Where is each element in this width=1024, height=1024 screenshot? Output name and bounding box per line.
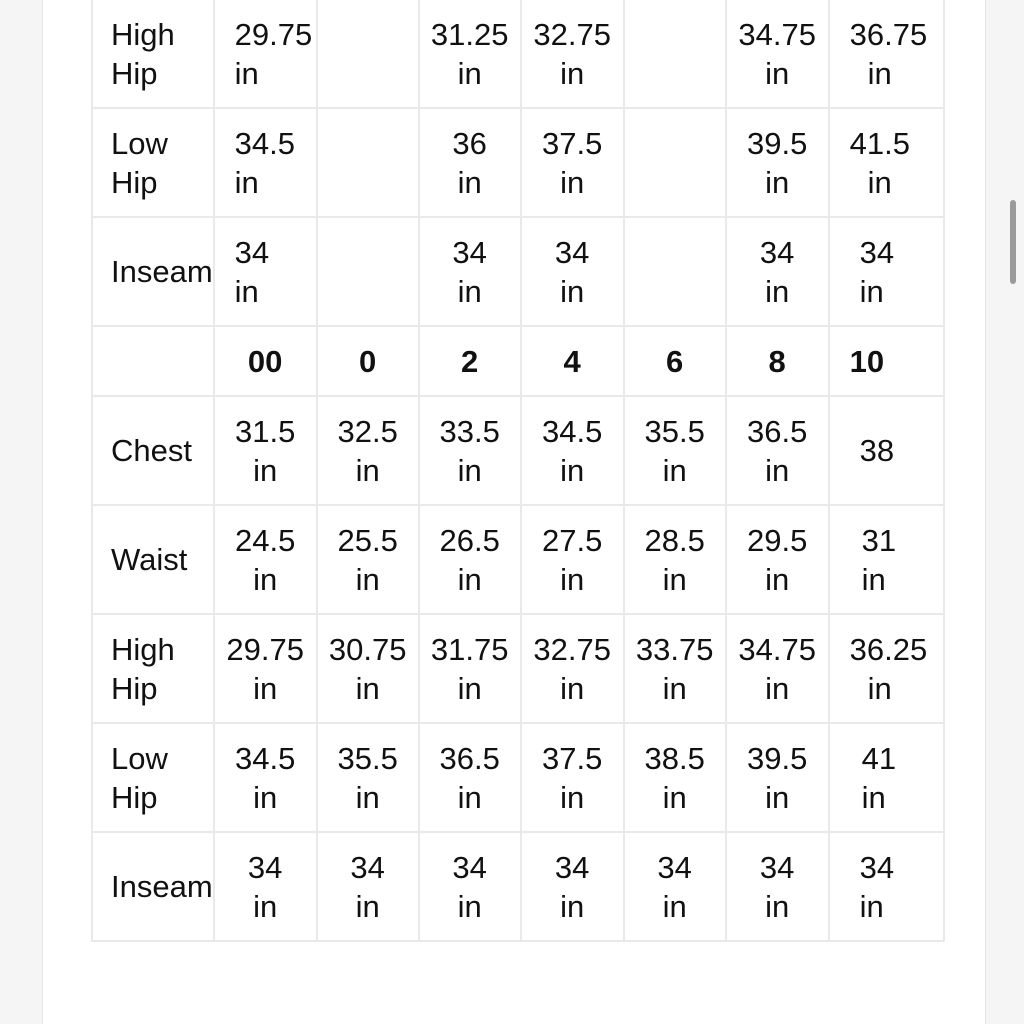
table-cell: 29.75 in bbox=[214, 0, 317, 108]
table-cell: 34.75 in bbox=[726, 614, 829, 723]
size-header-10: 10 bbox=[829, 326, 944, 396]
size-header-6: 6 bbox=[624, 326, 726, 396]
table-cell: 36.75 in bbox=[829, 0, 944, 108]
table-cell: 30.75 in bbox=[317, 614, 419, 723]
table-row-inseam bbox=[92, 832, 944, 941]
table-row-chest bbox=[92, 396, 944, 505]
table-cell: 34 in bbox=[214, 832, 317, 941]
table-row-waist bbox=[92, 505, 944, 614]
table-cell: 39.5 in bbox=[726, 723, 829, 832]
table-cell: 31.25 in bbox=[419, 0, 521, 108]
table-cell: 36.25 in bbox=[829, 614, 944, 723]
table-cell: 37.5 in bbox=[521, 723, 624, 832]
table-cell: 33.75 in bbox=[624, 614, 726, 723]
table-cell bbox=[624, 108, 726, 217]
row-label: Low Hip bbox=[92, 723, 214, 832]
table-row-high-hip bbox=[92, 614, 944, 723]
table-cell: 34 in bbox=[317, 832, 419, 941]
table-cell: 34 in bbox=[624, 832, 726, 941]
table-cell: 34 in bbox=[521, 217, 624, 326]
table-cell: 25.5 in bbox=[317, 505, 419, 614]
table-cell: 34.5 in bbox=[214, 723, 317, 832]
row-label: Waist bbox=[92, 505, 214, 614]
row-label: Inseam bbox=[92, 217, 214, 326]
table-cell: 32.75 in bbox=[521, 614, 624, 723]
size-chart-table bbox=[91, 0, 945, 942]
size-chart-page bbox=[42, 0, 986, 1024]
table-cell bbox=[317, 108, 419, 217]
size-header-0: 0 bbox=[317, 326, 419, 396]
table-row-high-hip-upper bbox=[92, 0, 944, 108]
table-cell: 34.5 in bbox=[214, 108, 317, 217]
table-cell: 34.75 in bbox=[726, 0, 829, 108]
table-cell: 28.5 in bbox=[624, 505, 726, 614]
table-cell: 34 in bbox=[214, 217, 317, 326]
table-cell bbox=[624, 217, 726, 326]
table-cell: 41 in bbox=[829, 723, 944, 832]
table-cell bbox=[624, 0, 726, 108]
table-cell: 34 in bbox=[419, 832, 521, 941]
table-cell: 41.5 in bbox=[829, 108, 944, 217]
table-cell: 27.5 in bbox=[521, 505, 624, 614]
vertical-scrollbar[interactable] bbox=[1010, 200, 1016, 284]
table-cell: 31.75 in bbox=[419, 614, 521, 723]
table-cell: 31.5 in bbox=[214, 396, 317, 505]
size-header-empty bbox=[92, 326, 214, 396]
table-cell bbox=[317, 0, 419, 108]
size-header-4: 4 bbox=[521, 326, 624, 396]
table-cell: 34 in bbox=[726, 217, 829, 326]
table-cell: 34 in bbox=[829, 217, 944, 326]
table-cell: 29.5 in bbox=[726, 505, 829, 614]
table-cell: 36.5 in bbox=[726, 396, 829, 505]
table-cell: 36 in bbox=[419, 108, 521, 217]
row-label: Inseam bbox=[92, 832, 214, 941]
table-cell: 34.5 in bbox=[521, 396, 624, 505]
table-row-inseam-upper bbox=[92, 217, 944, 326]
size-header-8: 8 bbox=[726, 326, 829, 396]
table-row-low-hip-upper bbox=[92, 108, 944, 217]
table-cell: 37.5 in bbox=[521, 108, 624, 217]
table-cell: 29.75 in bbox=[214, 614, 317, 723]
table-cell bbox=[317, 217, 419, 326]
table-cell: 35.5 in bbox=[317, 723, 419, 832]
size-header-2: 2 bbox=[419, 326, 521, 396]
table-cell: 34 in bbox=[829, 832, 944, 941]
row-label: High Hip bbox=[92, 0, 214, 108]
table-cell: 36.5 in bbox=[419, 723, 521, 832]
table-cell: 26.5 in bbox=[419, 505, 521, 614]
row-label: High Hip bbox=[92, 614, 214, 723]
table-cell: 32.5 in bbox=[317, 396, 419, 505]
table-cell: 32.75 in bbox=[521, 0, 624, 108]
table-cell: 24.5 in bbox=[214, 505, 317, 614]
table-cell: 33.5 in bbox=[419, 396, 521, 505]
table-row-low-hip bbox=[92, 723, 944, 832]
table-cell: 31 in bbox=[829, 505, 944, 614]
row-label: Chest bbox=[92, 396, 214, 505]
row-label: Low Hip bbox=[92, 108, 214, 217]
table-cell: 39.5 in bbox=[726, 108, 829, 217]
table-cell: 38.5 in bbox=[624, 723, 726, 832]
table-cell: 38 bbox=[829, 396, 944, 505]
table-cell: 34 in bbox=[419, 217, 521, 326]
size-header-row bbox=[92, 326, 944, 396]
size-header-00: 00 bbox=[214, 326, 317, 396]
table-cell: 34 in bbox=[726, 832, 829, 941]
table-cell: 34 in bbox=[521, 832, 624, 941]
table-cell: 35.5 in bbox=[624, 396, 726, 505]
